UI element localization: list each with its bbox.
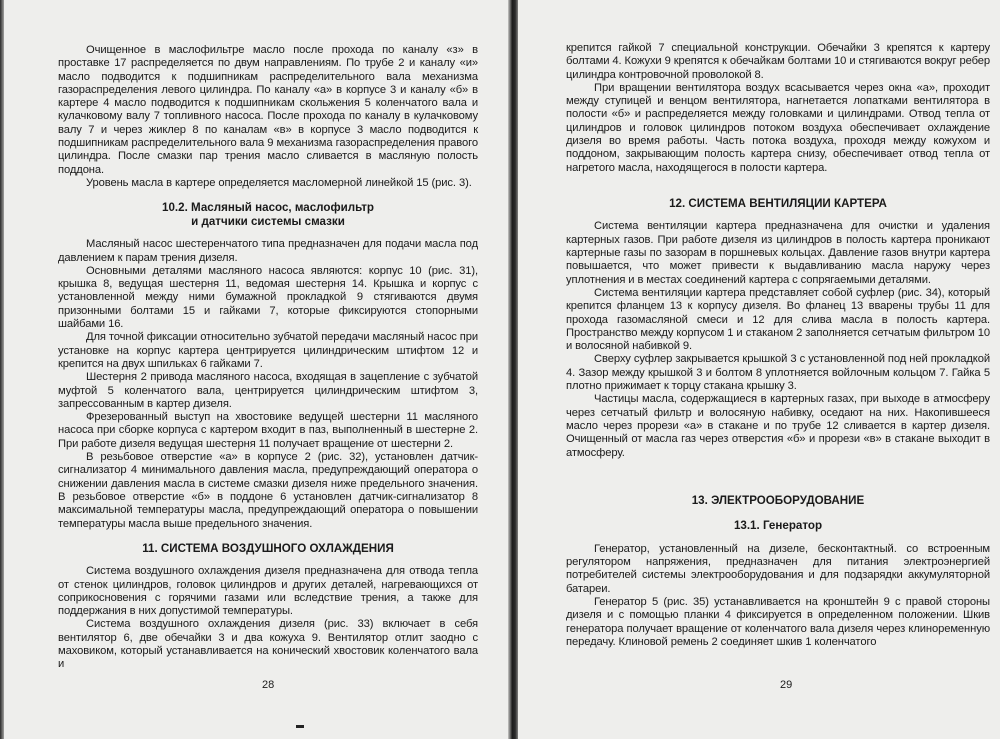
- left-page: [4, 0, 508, 739]
- section-heading-13: 13. ЭЛЕКТРООБОРУДОВАНИЕ: [691, 493, 865, 507]
- paragraph: Система вентиляции картера представляет собой суфлер (рис. 34), который крепится фланцем 13 к корпусу дизеля. Во фланец 13 вварены трубы 11 для прохода газомасляной смеси и 12 для слива масла в полость картера. Пространство между корпусом 1 и стаканом 2 заполняется сетчатым фильтром 10 и волосяной набивкой 9.: [566, 286, 990, 353]
- page-number: 28: [262, 679, 275, 691]
- heading-line: 10.2. Масляный насос, маслофильтр: [162, 201, 374, 215]
- section-heading-11: 11. СИСТЕМА ВОЗДУШНОГО ОХЛАЖДЕНИЯ: [142, 541, 394, 555]
- paragraph: крепится гайкой 7 специальной конструкции. Обечайки 3 крепятся к картеру болтами 4. Кожухи 9 крепятся к обечайкам болтами 10 и стягиваются вокруг ребер цилиндра контровочной проволокой 8.: [566, 42, 990, 81]
- scan-mark: [296, 725, 304, 728]
- paragraph: Масляный насос шестеренчатого типа предназначен для подачи масла под давлением к парам трения дизеля.: [58, 238, 478, 264]
- page-number: 29: [780, 679, 793, 691]
- right-page: [518, 0, 1000, 739]
- paragraph: Генератор 5 (рис. 35) устанавливается на кронштейн 9 с правой стороны дизеля и с помощью планки 4 фиксируется в определенном положении. Шкив генератора получает вращение от коленчатого вала дизеля через клиноременную передачу. Клиновой ремень 2 соединяет шкив 1 коленчатого: [566, 596, 990, 648]
- heading-line: и датчики системы смазки: [191, 214, 345, 228]
- paragraph: Система вентиляции картера предназначена для очистки и удаления картерных газов. При работе дизеля из цилиндров в полость картера проникают картерные газы по зазорам в поршневых кольцах. Давление газов внутри картера повышается, что может привести к выдавливанию масла наружу через уплотнения и в местах соединений картера с сопрягаемыми деталями.: [566, 220, 990, 286]
- paragraph: Уровень масла в картере определяется масломерной линейкой 15 (рис. 3).: [86, 176, 472, 189]
- paragraph: Фрезерованный выступ на хвостовике ведущей шестерни 11 масляного насоса при сборке корпуса с картером входит в паз, выполненный в шестерне 2. При работе дизеля ведущая шестерня 11 получает вращение от шестерни 2.: [58, 411, 478, 450]
- paragraph: Сверху суфлер закрывается крышкой 3 с установленной под ней прокладкой 4. Зазор между крышкой 3 и болтом 8 уплотняется войлочным кольцом 7. Гайка 5 плотно прижимает к торцу стакана крышку 3.: [566, 353, 990, 393]
- paragraph: Основными деталями масляного насоса являются: корпус 10 (рис. 31), крышка 8, ведущая шестерня 11, ведомая шестерня 14. Крышка и корпус с установленной между ними бумажной прокладкой 9 стягиваются двумя призонными болтами 15 и гайками 7, которые фиксируются стопорными шайбами 16.: [58, 264, 478, 331]
- subsection-heading-13-1: 13.1. Генератор: [733, 519, 823, 533]
- paragraph: Для точной фиксации относительно зубчатой передачи масляный насос при установке на корпус картера центрируется цилиндрическим штифтом 12 и крепится на двух шпильках 6 гайками 7.: [58, 331, 478, 370]
- paragraph: Система воздушного охлаждения дизеля предназначена для отвода тепла от стенок цилиндров, головок цилиндров и других деталей, нагревающихся от соприкосновения с горячими газами или вследствие трения, а также для поддержания в них допустимой температуры.: [58, 565, 478, 618]
- paragraph: Система воздушного охлаждения дизеля (рис. 33) включает в себя вентилятор 6, две обечайки 3 и два кожуха 9. Вентилятор отлит заодно с маховиком, который устанавливается на конический хвостовик коленчатого вала и: [58, 618, 478, 671]
- section-heading-10-2: [58, 201, 478, 228]
- paragraph: Частицы масла, содержащиеся в картерных газах, при выходе в атмосферу через сетчатый фильтр и волосяную набивку, оседают на них. Накопившееся масло через прорези «а» в стакане и по трубе 12 сливается в картер дизеля. Очищенный от масла газ через отверстия «б» и прорези «в» в стакане выходит в атмосферу.: [566, 393, 990, 459]
- paragraph: Шестерня 2 привода масляного насоса, входящая в зацепление с зубчатой муфтой 5 коленчатого вала, центрируется цилиндрическим штифтом 3, запрессованным в картер дизеля.: [58, 371, 478, 410]
- paragraph: В резьбовое отверстие «а» в корпусе 2 (рис. 32), установлен датчик-сигнализатор 4 минимального давления масла, предупреждающий оператора о снижении давления масла в системе смазки дизеля ниже предельного значения. В резьбовое отверстие «б» в поддоне 6 установлен датчик-сигнализатор 8 максимальной температуры масла, предупреждающий оператора о повышении температуры масла выше предельного значения.: [58, 451, 478, 530]
- section-heading-12: 12. СИСТЕМА ВЕНТИЛЯЦИИ КАРТЕРА: [669, 196, 887, 210]
- paragraph: При вращении вентилятора воздух всасывается через окна «а», проходит между ступицей и венцом вентилятора, нагнетается лопатками вентилятора в полости «б» и распределяется между головками и цилиндрами. Отвод тепла от цилиндров и головок цилиндров потоком воздуха обеспечивает охлаждение дизеля во время работы. Часть потока воздуха, проходя между кожухом и поддоном, закрывающим полость картера снизу, обеспечивает отвод тепла от нагретого масла, находящегося в полости картера.: [566, 81, 990, 174]
- paragraph: Генератор, установленный на дизеле, бесконтактный. со встроенным регулятором напряжения, предназначен для питания электроэнергией потребителей системы электрооборудования и для подзарядки аккумуляторной батареи.: [566, 542, 990, 595]
- paragraph: Очищенное в маслофильтре масло после прохода по каналу «з» в проставке 17 распределяется по двум направлениям. По трубе 2 и каналу «и» масло подводится к подшипникам распределительного вала механизма газораспределения левого цилиндра. По каналу «а» в корпусе 3 и каналу «б» в картере 4 масло подводится к подшипникам скольжения 5 коленчатого вала и кулачковому валу 7 топливного насоса. После прохода по каналу в кулачковому валу 7 и через жиклер 8 по каналам «в» в корпусе 3 масло подводится к подшипникам распределительного вала 9 механизма газораспределения правого цилиндра. После смазки пар трения масло сливается в масляную полость поддона.: [58, 44, 478, 176]
